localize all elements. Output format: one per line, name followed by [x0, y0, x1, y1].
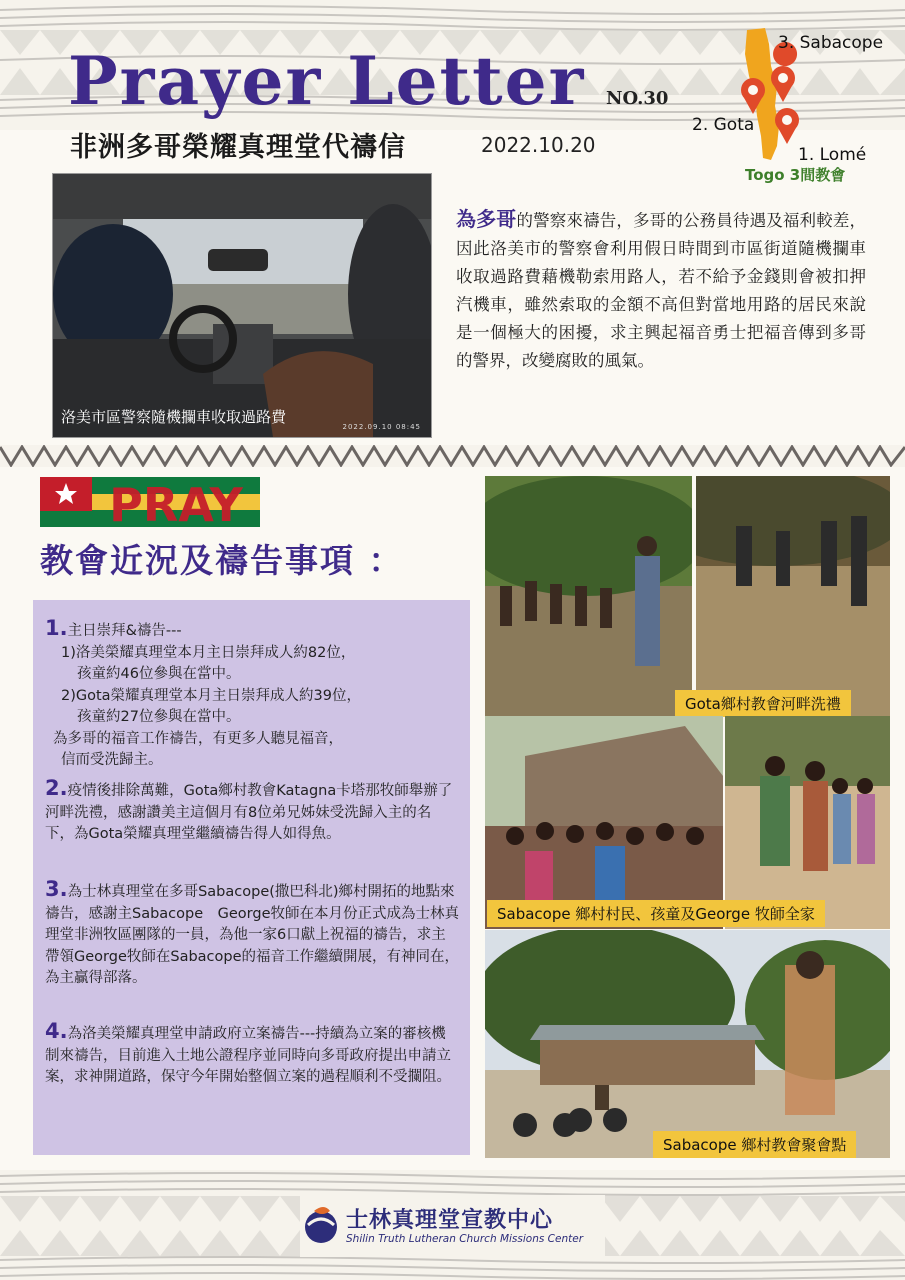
police-body: 的警察來禱告，多哥的公務員待遇及福利較差，因此洛美市的警察會利用假日時間到市區街道隨機攔車收取過路費藉機勒索用路人，若不給予金錢則會被扣押汽機車，雖然索取的金額不高但對當地用路的居民來說是一個極大的困擾，求主興起福音勇士把福音傳到多哥的警界，改變腐敗的風氣。 — [456, 211, 867, 370]
item-1-line: 1)洛美榮耀真理堂本月主日崇拜成人約82位， — [61, 644, 356, 661]
police-lead: 為多哥 — [456, 207, 517, 231]
prayer-item-4 — [45, 1021, 459, 1089]
item-2-number: 2. — [45, 776, 68, 800]
letter-date: 2022.10.20 — [481, 133, 596, 157]
item-4-number: 4. — [45, 1019, 68, 1043]
page-title: Prayer Letter — [68, 42, 586, 120]
villagers-photo-left — [485, 716, 723, 929]
prayer-item-3 — [45, 879, 459, 990]
meeting-place-photo — [485, 930, 890, 1158]
item-1-line: 2)Gota榮耀真理堂本月主日崇拜成人約39位， — [61, 687, 362, 704]
item-3-number: 3. — [45, 877, 68, 901]
item-1-line: 信而受洗歸主。 — [61, 752, 163, 768]
item-2-text: 疫情後排除萬難，Gota鄉村教會Katagna卡塔那牧師舉辦了河畔洗禮，感謝讚美主這個月有8位弟兄姊妹受洗歸入主的名下，為Gota榮耀真理堂繼續禱告得人如得魚。 — [45, 783, 453, 842]
baptism-photo-left — [485, 476, 692, 716]
map-label-gota: 2. Gota — [692, 115, 755, 135]
footer-title: 士林真理堂宣教中心 — [346, 1208, 554, 1233]
george-family-photo — [725, 716, 890, 929]
item-1-line: 孩童約46位參與在當中。 — [77, 666, 241, 682]
item-1-number: 1. — [45, 616, 68, 640]
prayer-item-1 — [45, 618, 459, 772]
pray-heading: 教會近況及禱告事項 ： — [40, 541, 404, 580]
item-4-text: 為洛美榮耀真理堂申請政府立案禱告---持續為立案的審核機制來禱告，目前進入土地公證程序並同時向多哥政府提出申請立案，求神開道路，保守今年開始整個立案的過程順利不受攔阻。 — [45, 1026, 451, 1085]
item-1-line: 為多哥的福音工作禱告，有更多人聽見福音， — [53, 730, 343, 747]
item-1-title: 主日崇拜&禱告--- — [67, 623, 182, 639]
pray-banner — [40, 477, 260, 527]
meeting-caption: Sabacope 鄉村教會聚會點 — [653, 1131, 856, 1158]
page-subtitle: 非洲多哥榮耀真理堂代禱信 — [70, 132, 406, 163]
pin-lome-icon — [775, 108, 799, 144]
prayer-items-box — [33, 600, 470, 1155]
police-checkpoint-photo — [52, 173, 432, 438]
middle-tribal-border — [0, 445, 905, 467]
villagers-caption: Sabacope 鄉村村民、孩童及George 牧師全家 — [487, 900, 825, 927]
photo-timestamp: 2022.09.10 08:45 — [342, 423, 421, 431]
map-caption: Togo 3間教會 — [745, 166, 846, 184]
map-label-lome: 1. Lomé — [798, 145, 867, 165]
baptism-photo-right — [696, 476, 890, 716]
item-1-line: 孩童約27位參與在當中。 — [77, 709, 241, 725]
police-photo-caption: 洛美市區警察隨機攔車收取過路費 — [61, 408, 287, 426]
church-logo-icon — [300, 1203, 342, 1247]
issue-number: NO.30 — [606, 88, 669, 109]
map-label-sabacope: 3. Sabacope — [778, 33, 884, 53]
prayer-item-2 — [45, 778, 459, 846]
pray-word: PRAY — [109, 478, 243, 527]
footer-subtitle: Shilin Truth Lutheran Church Missions Center — [346, 1233, 584, 1245]
baptism-caption: Gota鄉村教會河畔洗禮 — [675, 690, 851, 717]
police-prayer-paragraph — [456, 205, 866, 375]
item-3-text: 為士林真理堂在多哥Sabacope(撒巴科北)鄉村開拓的地點來禱告，感謝主Sabacope George牧師在本月份正式成為士林真理堂非洲牧區團隊的一員，為他一家6口獻上祝福的禱告，求主帶領George牧師在Sabacope的福音工作繼續開展，有神同在，為主贏得部落。 — [45, 884, 460, 986]
